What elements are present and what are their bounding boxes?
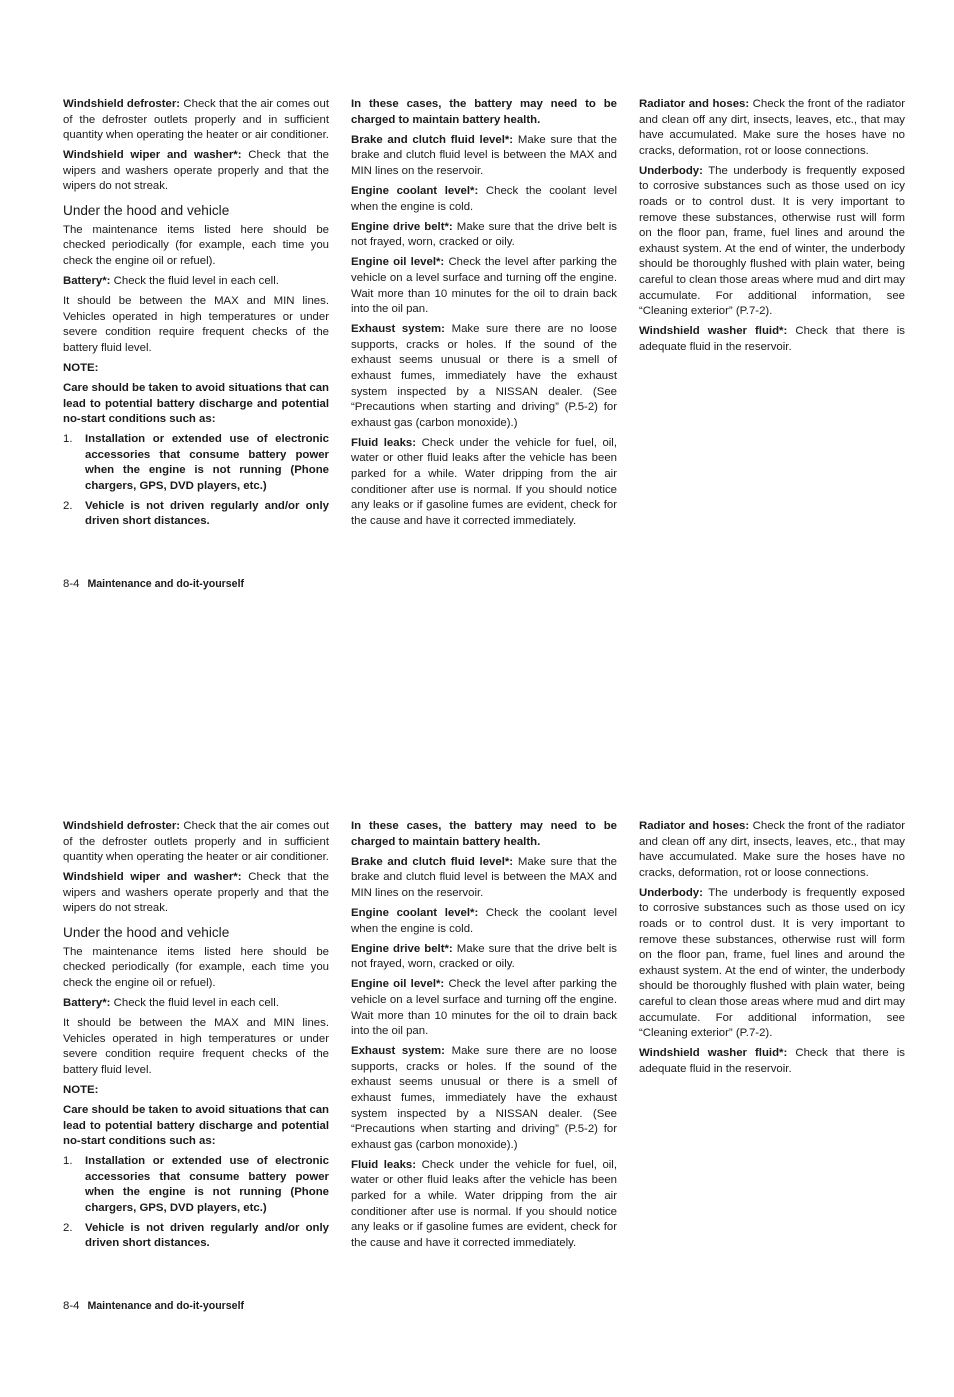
brake-fluid-paragraph xyxy=(351,133,617,180)
fluid-leaks-label: Fluid leaks: xyxy=(351,436,417,449)
radiator-paragraph xyxy=(639,819,905,881)
washer-fluid-label: Windshield washer fluid*: xyxy=(639,325,788,338)
radiator-paragraph xyxy=(639,97,905,159)
washer-fluid-text: Check that there is adequate fluid in the reservoir. xyxy=(639,325,906,353)
intro-paragraph: The maintenance items listed here should be checked periodically (for example, each time you check the engine oil or refuel). xyxy=(63,945,329,989)
underbody-label: Underbody: xyxy=(639,164,703,177)
radiator-text: Check the front of the radiator and clean off any dirt, insects, leaves, etc., that may have accumulated. Make sure the hoses have no cracks, deformation, rot or loose connections. xyxy=(639,98,905,157)
defroster-text: Check that the air comes out of the defroster outlets properly and in sufficient quantity when operating the heater or air conditioner. xyxy=(63,98,329,142)
brake-fluid-label: Brake and clutch fluid level*: xyxy=(351,133,514,146)
brake-fluid-text: Make sure that the brake and clutch fluid level is between the MAX and MIN lines on the reservoir. xyxy=(351,133,617,177)
drive-belt-text: Make sure that the drive belt is not frayed, worn, cracked or oily. xyxy=(351,220,617,249)
intro-paragraph: The maintenance items listed here should be checked periodically (for example, each time you check the engine oil or refuel). xyxy=(63,223,329,267)
brake-fluid-text: Make sure that the brake and clutch fluid level is between the MAX and MIN lines on the reservoir. xyxy=(351,855,617,899)
list-item-number: 1. xyxy=(63,433,73,446)
wiper-label: Windshield wiper and washer*: xyxy=(63,871,242,884)
wiper-label: Windshield wiper and washer*: xyxy=(63,149,242,162)
fluid-leaks-text: Check under the vehicle for fuel, oil, water or other fluid leaks after the vehicle has been parked for a while. Water dripping from the air conditioner after use is normal. If you should notice any leaks or if gasoline fumes are evident, check for the cause and have it corrected immediately. xyxy=(351,1158,618,1249)
battery-paragraph xyxy=(63,996,329,1012)
column-middle xyxy=(351,97,617,534)
coolant-label: Engine coolant level*: xyxy=(351,184,479,197)
list-item-text: Installation or extended use of electronic accessories that consume battery power when the engine is not running (Phone chargers, GPS, DVD players, etc.) xyxy=(85,1155,329,1215)
battery-level-paragraph: It should be between the MAX and MIN lines. Vehicles operated in high temperatures or under severe condition require frequent checks of the battery fluid level. xyxy=(63,1017,329,1076)
column-left xyxy=(63,97,329,534)
washer-fluid-text: Check that there is adequate fluid in the reservoir. xyxy=(639,1047,906,1075)
fluid-leaks-text: Check under the vehicle for fuel, oil, water or other fluid leaks after the vehicle has been parked for a while. Water dripping from the air conditioner after use is normal. If you should notice any leaks or if gasoline fumes are evident, check for the cause and have it corrected immediately. xyxy=(351,436,618,527)
note-text: Care should be taken to avoid situations that can lead to potential battery discharge and potential no-start conditions such as: xyxy=(63,1104,329,1148)
radiator-label: Radiator and hoses: xyxy=(639,98,750,110)
wiper-paragraph xyxy=(63,148,329,195)
drive-belt-label: Engine drive belt*: xyxy=(351,220,453,233)
manual-page-top xyxy=(0,0,954,675)
engine-oil-label: Engine oil level*: xyxy=(351,978,445,991)
defroster-paragraph xyxy=(63,819,329,866)
battery-paragraph xyxy=(63,274,329,290)
list-item-number: 1. xyxy=(63,1155,73,1168)
battery-text: Check the fluid level in each cell. xyxy=(110,274,279,287)
list-item-text: Vehicle is not driven regularly and/or only driven short distances. xyxy=(85,1221,329,1250)
note-heading: NOTE: xyxy=(63,361,99,374)
exhaust-text: Make sure there are no loose supports, cracks or holes. If the sound of the exhaust seems unusual or there is a smell of exhaust fumes, immediately have the exhaust system inspected by a NISSAN dealer. (See “Precautions when starting and driving” (P.5-2) for exhaust gas (carbon monoxide).) xyxy=(351,1045,618,1151)
underbody-paragraph xyxy=(639,886,905,1042)
engine-oil-text: Check the level after parking the vehicle on a level surface and turning off the engine. Wait more than 10 minutes for the oil to drain back into the oil pan. xyxy=(351,978,617,1038)
column-right xyxy=(639,819,905,1082)
list-item xyxy=(63,499,329,530)
exhaust-label: Exhaust system: xyxy=(351,323,445,336)
column-middle xyxy=(351,819,617,1256)
manual-page-bottom xyxy=(0,722,954,1397)
battery-level-paragraph: It should be between the MAX and MIN lines. Vehicles operated in high temperatures or under severe condition require frequent checks of the battery fluid level. xyxy=(63,295,329,354)
battery-label: Battery*: xyxy=(63,274,111,287)
page-number: 8-4 xyxy=(63,578,80,590)
column-left xyxy=(63,819,329,1256)
drive-belt-paragraph xyxy=(351,220,617,251)
battery-health-paragraph: In these cases, the battery may need to be charged to maintain battery health. xyxy=(351,820,617,848)
fluid-leaks-paragraph xyxy=(351,436,617,530)
defroster-text: Check that the air comes out of the defroster outlets properly and in sufficient quantity when operating the heater or air conditioner. xyxy=(63,820,329,864)
drive-belt-text: Make sure that the drive belt is not frayed, worn, cracked or oily. xyxy=(351,942,617,971)
radiator-text: Check the front of the radiator and clean off any dirt, insects, leaves, etc., that may have accumulated. Make sure the hoses have no cracks, deformation, rot or loose connections. xyxy=(639,820,905,879)
page-footer xyxy=(63,1300,244,1312)
footer-section-title: Maintenance and do-it-yourself xyxy=(87,1300,245,1312)
wiper-paragraph xyxy=(63,870,329,917)
note-list xyxy=(63,432,329,530)
coolant-paragraph xyxy=(351,184,617,215)
drive-belt-label: Engine drive belt*: xyxy=(351,942,453,955)
washer-fluid-paragraph xyxy=(639,1046,905,1077)
section-heading: Under the hood and vehicle xyxy=(63,925,230,941)
footer-section-title: Maintenance and do-it-yourself xyxy=(87,578,245,590)
list-item-text: Installation or extended use of electronic accessories that consume battery power when the engine is not running (Phone chargers, GPS, DVD players, etc.) xyxy=(85,433,329,493)
wiper-text: Check that the wipers and washers operate properly and that the wipers do not streak. xyxy=(63,871,329,915)
exhaust-label: Exhaust system: xyxy=(351,1045,445,1058)
washer-fluid-paragraph xyxy=(639,324,905,355)
battery-label: Battery*: xyxy=(63,996,111,1009)
engine-oil-label: Engine oil level*: xyxy=(351,256,445,269)
brake-fluid-label: Brake and clutch fluid level*: xyxy=(351,855,514,868)
coolant-text: Check the coolant level when the engine is cold. xyxy=(351,906,617,935)
note-text: Care should be taken to avoid situations that can lead to potential battery discharge and potential no-start conditions such as: xyxy=(63,382,329,426)
list-item xyxy=(63,1221,329,1252)
coolant-paragraph xyxy=(351,906,617,937)
page-footer xyxy=(63,578,244,590)
engine-oil-text: Check the level after parking the vehicle on a level surface and turning off the engine. Wait more than 10 minutes for the oil to drain back into the oil pan. xyxy=(351,256,617,316)
underbody-paragraph xyxy=(639,164,905,320)
underbody-label: Underbody: xyxy=(639,886,703,899)
defroster-label: Windshield defroster: xyxy=(63,820,181,832)
battery-text: Check the fluid level in each cell. xyxy=(110,996,279,1009)
exhaust-paragraph xyxy=(351,322,617,431)
defroster-paragraph xyxy=(63,97,329,144)
brake-fluid-paragraph xyxy=(351,855,617,902)
list-item-number: 2. xyxy=(63,499,73,512)
fluid-leaks-label: Fluid leaks: xyxy=(351,1158,417,1171)
coolant-text: Check the coolant level when the engine is cold. xyxy=(351,184,617,213)
underbody-text: The underbody is frequently exposed to corrosive substances such as those used on icy roads or to control dust. It is very important to remove these substances, otherwise rust will form on the floor pan, frame, fuel lines and around the exhaust system. At the end of winter, the underbody should be thoroughly flushed with plain water, being careful to clean those areas where mud and dirt may accumulate. For additional information, see “Cleaning exterior” (P.7-2). xyxy=(639,164,905,318)
engine-oil-paragraph xyxy=(351,977,617,1039)
section-heading: Under the hood and vehicle xyxy=(63,203,230,219)
page-number: 8-4 xyxy=(63,1300,80,1312)
fluid-leaks-paragraph xyxy=(351,1158,617,1252)
list-item-number: 2. xyxy=(63,1221,73,1234)
drive-belt-paragraph xyxy=(351,942,617,973)
exhaust-text: Make sure there are no loose supports, cracks or holes. If the sound of the exhaust seems unusual or there is a smell of exhaust fumes, immediately have the exhaust system inspected by a NISSAN dealer. (See “Precautions when starting and driving” (P.5-2) for exhaust gas (carbon monoxide).) xyxy=(351,323,618,429)
defroster-label: Windshield defroster: xyxy=(63,98,181,110)
radiator-label: Radiator and hoses: xyxy=(639,820,750,832)
list-item-text: Vehicle is not driven regularly and/or only driven short distances. xyxy=(85,499,329,528)
washer-fluid-label: Windshield washer fluid*: xyxy=(639,1047,788,1060)
exhaust-paragraph xyxy=(351,1044,617,1153)
battery-health-paragraph: In these cases, the battery may need to be charged to maintain battery health. xyxy=(351,98,617,126)
list-item xyxy=(63,432,329,494)
note-heading: NOTE: xyxy=(63,1083,99,1096)
note-list xyxy=(63,1154,329,1252)
engine-oil-paragraph xyxy=(351,255,617,317)
wiper-text: Check that the wipers and washers operate properly and that the wipers do not streak. xyxy=(63,149,329,193)
list-item xyxy=(63,1154,329,1216)
coolant-label: Engine coolant level*: xyxy=(351,906,479,919)
column-right xyxy=(639,97,905,360)
underbody-text: The underbody is frequently exposed to corrosive substances such as those used on icy roads or to control dust. It is very important to remove these substances, otherwise rust will form on the floor pan, frame, fuel lines and around the exhaust system. At the end of winter, the underbody should be thoroughly flushed with plain water, being careful to clean those areas where mud and dirt may accumulate. For additional information, see “Cleaning exterior” (P.7-2). xyxy=(639,886,905,1040)
